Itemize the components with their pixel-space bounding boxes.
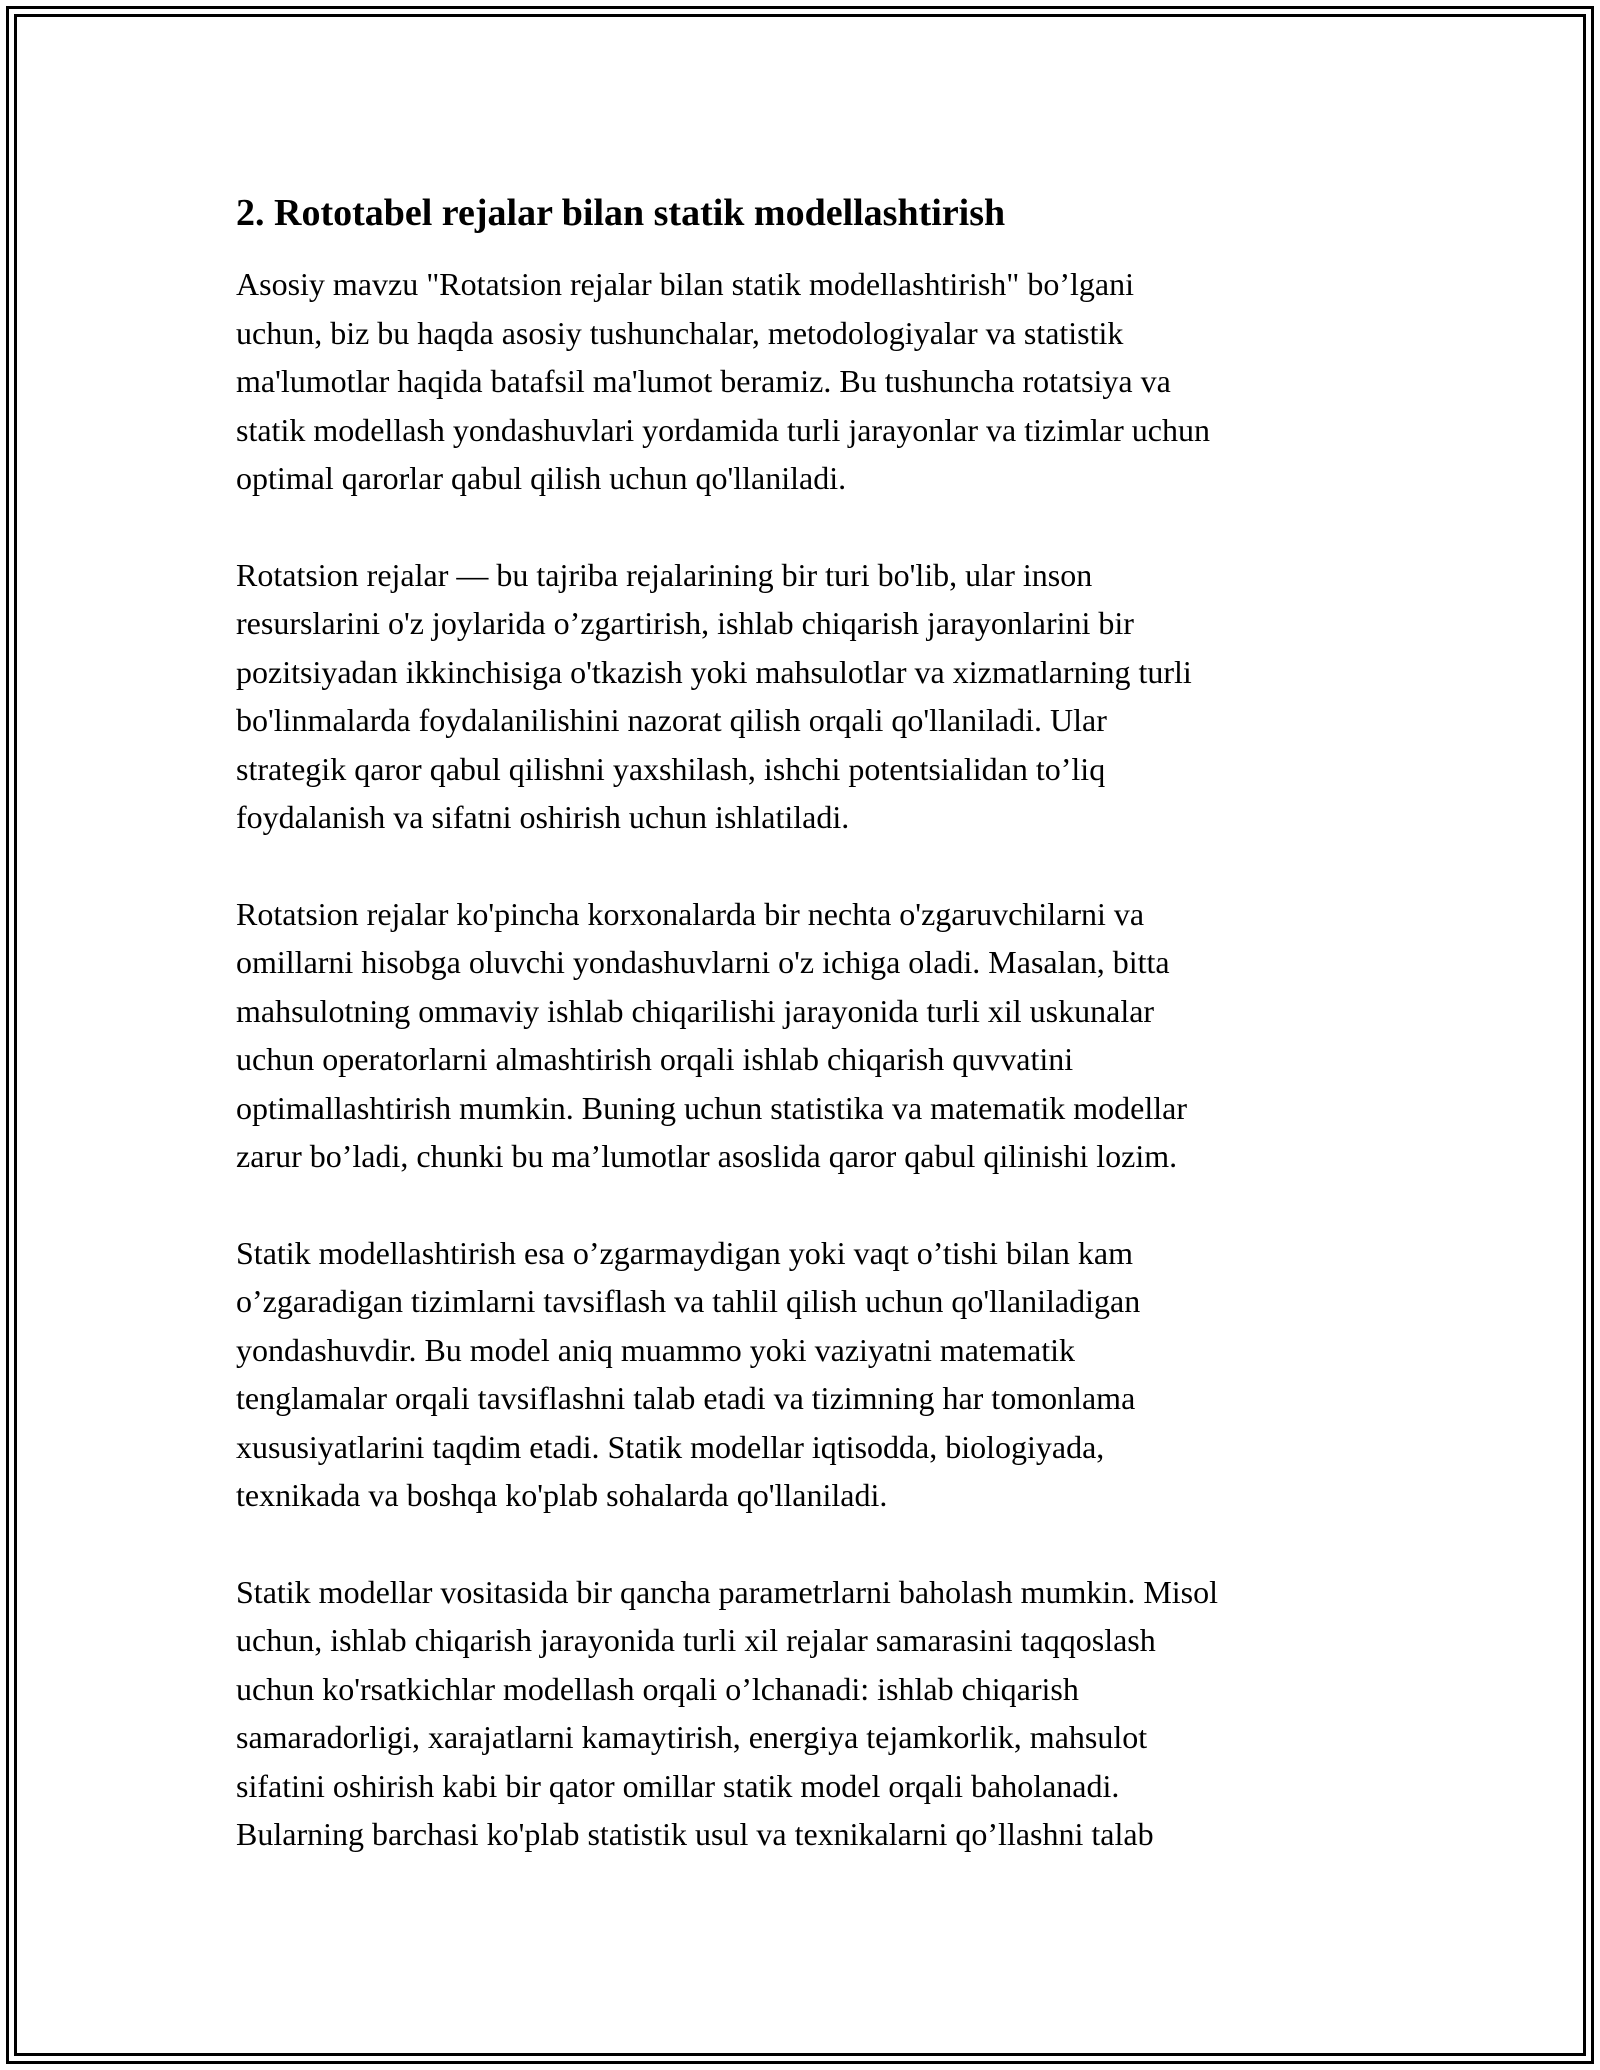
- paragraph-line: texnikada va boshqa ko'plab sohalarda qo'llaniladi.: [236, 1477, 888, 1513]
- paragraph-1: [236, 260, 1366, 503]
- paragraph-line: resurslarini o'z joylarida o’zgartirish, ishlab chiqarish jarayonlarini bir: [236, 605, 1134, 641]
- paragraph-line: tenglamalar orqali tavsiflashni talab etadi va tizimning har tomonlama: [236, 1380, 1136, 1416]
- paragraph-line: optimallashtirish mumkin. Buning uchun statistika va matematik modellar: [236, 1089, 1187, 1126]
- paragraph-line: o’zgaradigan tizimlarni tavsiflash va tahlil qilish uchun qo'llaniladigan: [236, 1283, 1141, 1319]
- paragraph-line: statik modellash yondashuvlari yordamida turli jarayonlar va tizimlar uchun: [236, 411, 1210, 448]
- paragraph-line: Rotatsion rejalar ko'pincha korxonalarda bir nechta o'zgaruvchilarni va: [236, 895, 1145, 932]
- paragraph-line: uchun, biz bu haqda asosiy tushunchalar, metodologiyalar va statistik: [236, 314, 1124, 351]
- paragraph-2: [236, 551, 1366, 842]
- paragraph-line: strategik qaror qabul qilishni yaxshilash, ishchi potentsialidan to’liq: [236, 750, 1106, 787]
- paragraph-line: pozitsiyadan ikkinchisiga o'tkazish yoki mahsulotlar va xizmatlarning turli: [236, 653, 1192, 690]
- paragraph-line: sifatini oshirish kabi bir qator omillar statik model orqali baholanadi.: [236, 1767, 1120, 1804]
- document-body: [236, 186, 1366, 1907]
- paragraph-5: [236, 1568, 1366, 1859]
- paragraph-line: zarur bo’ladi, chunki bu ma’lumotlar asoslida qaror qabul qilinishi lozim.: [236, 1138, 1178, 1174]
- paragraph-line: bo'linmalarda foydalanilishini nazorat qilish orqali qo'llaniladi. Ular: [236, 702, 1107, 738]
- paragraph-line: samaradorligi, xarajatlarni kamaytirish, energiya tejamkorlik, mahsulot: [236, 1719, 1148, 1755]
- section-title: 2. Rototabel rejalar bilan statik modellashtirish: [236, 192, 1006, 234]
- paragraph-line: uchun operatorlarni almashtirish orqali ishlab chiqarish quvvatini: [236, 1041, 1074, 1077]
- paragraph-line: uchun, ishlab chiqarish jarayonida turli xil rejalar samarasini taqqoslash: [236, 1622, 1156, 1658]
- paragraph-line: Bularning barchasi ko'plab statistik usul va texnikalarni qo’llashni talab: [236, 1816, 1154, 1852]
- paragraph-line: Statik modellar vositasida bir qancha parametrlarni baholash mumkin. Misol: [236, 1573, 1218, 1610]
- paragraph-line: uchun ko'rsatkichlar modellash orqali o’lchanadi: ishlab chiqarish: [236, 1670, 1079, 1707]
- paragraph-line: optimal qarorlar qabul qilish uchun qo'llaniladi.: [236, 460, 847, 496]
- paragraph-line: xususiyatlarini taqdim etadi. Statik modellar iqtisodda, biologiyada,: [236, 1428, 1105, 1465]
- paragraph-4: [236, 1229, 1366, 1520]
- paragraph-line: mahsulotning ommaviy ishlab chiqarilishi jarayonida turli xil uskunalar: [236, 992, 1155, 1029]
- paragraph-line: ma'lumotlar haqida batafsil ma'lumot beramiz. Bu tushuncha rotatsiya va: [236, 363, 1171, 399]
- paragraph-line: foydalanish va sifatni oshirish uchun ishlatiladi.: [236, 799, 850, 835]
- paragraph-line: Statik modellashtirish esa o’zgarmaydigan yoki vaqt o’tishi bilan kam: [236, 1234, 1134, 1271]
- paragraph-line: Rotatsion rejalar — bu tajriba rejalarining bir turi bo'lib, ular inson: [236, 556, 1093, 593]
- paragraph-line: yondashuvdir. Bu model aniq muammo yoki vaziyatni matematik: [236, 1331, 1075, 1368]
- paragraph-line: Asosiy mavzu "Rotatsion rejalar bilan statik modellashtirish" bo’lgani: [236, 266, 1134, 302]
- paragraph-line: omillarni hisobga oluvchi yondashuvlarni o'z ichiga oladi. Masalan, bitta: [236, 944, 1170, 980]
- paragraph-3: [236, 890, 1366, 1181]
